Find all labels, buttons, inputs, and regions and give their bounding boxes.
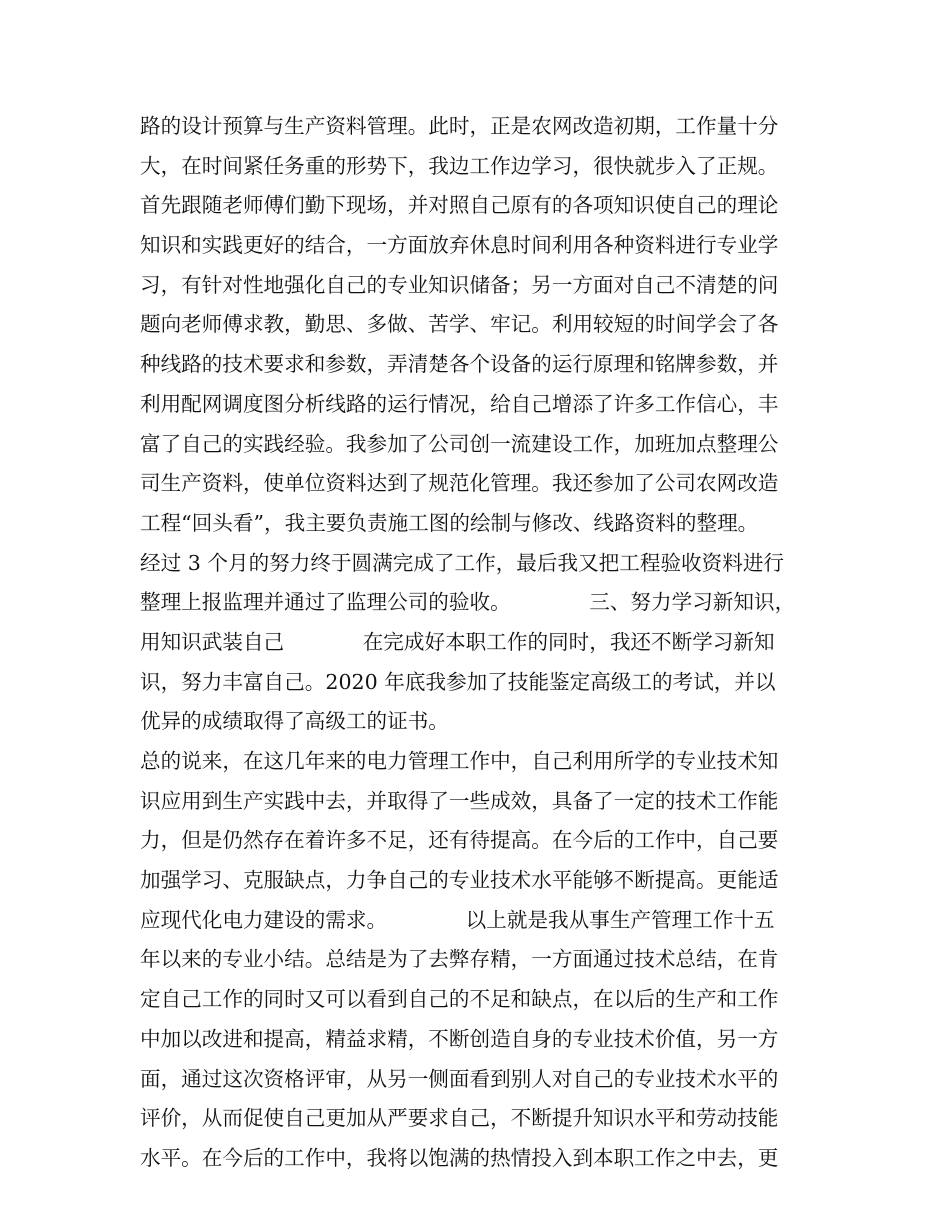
text-line: 优异的成绩取得了高级工的证书。	[140, 709, 449, 734]
text-line: 经过 3 个月的努力终于圆满完成了工作，最后我又把工程验收资料进行	[140, 550, 785, 575]
text-line: 习，有针对性地强化自己的专业知识储备；另一方面对自己不清楚的问	[140, 272, 779, 297]
text-line: 识，努力丰富自己。2020 年底我参加了技能鉴定高级工的考试，并以	[140, 669, 776, 694]
text-line: 大，在时间紧任务重的形势下，我边工作边学习，很快就步入了正规。	[140, 153, 779, 178]
text-line: 利用配网调度图分析线路的运行情况，给自己增添了许多工作信心，丰	[140, 391, 779, 416]
text-line: 首先跟随老师傅们勤下现场，并对照自己原有的各项知识使自己的理论	[140, 193, 779, 218]
text-line: 整理上报监理并通过了监理公司的验收。 三、努力学习新知识，	[140, 590, 796, 615]
text-line: 中加以改进和提高，精益求精，不断创造自身的专业技术价值，另一方	[140, 1026, 779, 1051]
text-line: 年以来的专业小结。总结是为了去弊存精，一方面通过技术总结，在肯	[140, 947, 779, 972]
text-line: 水平。在今后的工作中，我将以饱满的热情投入到本职工作之中去，更	[140, 1145, 779, 1170]
text-line: 富了自己的实践经验。我参加了公司创一流建设工作，加班加点整理公	[140, 431, 779, 456]
text-line: 用知识武装自己 在完成好本职工作的同时，我还不断学习新知	[140, 629, 775, 654]
text-line: 评价，从而促使自己更加从严要求自己，不断提升知识水平和劳动技能	[140, 1106, 779, 1131]
text-line: 题向老师傅求教，勤思、多做、苦学、牢记。利用较短的时间学会了各	[140, 312, 779, 337]
text-line: 总的说来，在这几年来的电力管理工作中，自己利用所学的专业技术知	[140, 749, 779, 773]
text-line: 路的设计预算与生产资料管理。此时，正是农网改造初期，工作量十分	[140, 114, 779, 138]
text-line: 力，但是仍然存在着许多不足，还有待提高。在今后的工作中，自己要	[140, 828, 779, 853]
text-line: 应现代化电力建设的需求。 以上就是我从事生产管理工作十五	[140, 907, 775, 932]
text-line: 加强学习、克服缺点，力争自己的专业技术水平能够不断提高。更能适	[140, 868, 779, 893]
text-line: 识应用到生产实践中去，并取得了一些成效，具备了一定的技术工作能	[140, 788, 779, 813]
text-line: 面，通过这次资格评审，从另一侧面看到别人对自己的专业技术水平的	[140, 1066, 779, 1091]
text-line: 定自己工作的同时又可以看到自己的不足和缺点，在以后的生产和工作	[140, 987, 779, 1012]
text-line: 司生产资料，使单位资料达到了规范化管理。我还参加了公司农网改造	[140, 471, 779, 496]
body-text	[140, 107, 830, 1179]
text-line: 种线路的技术要求和参数，弄清楚各个设备的运行原理和铭牌参数，并	[140, 352, 779, 377]
text-line: 知识和实践更好的结合，一方面放弃休息时间利用各种资料进行专业学	[140, 233, 779, 258]
text-line: 工程“回头看”，我主要负责施工图的绘制与修改、线路资料的整理。	[140, 510, 759, 535]
